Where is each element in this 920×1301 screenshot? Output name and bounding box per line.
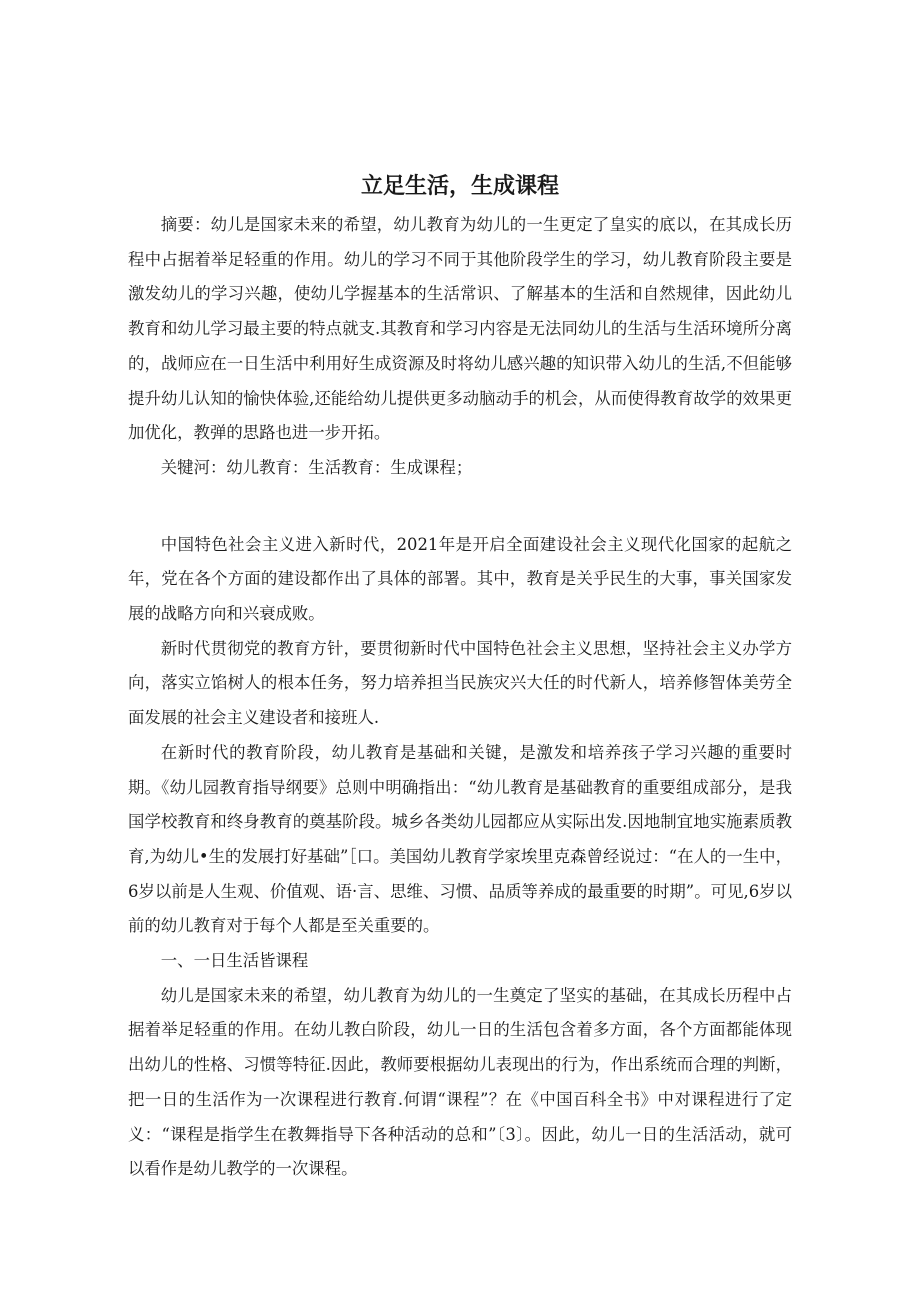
body-paragraph: 幼儿是国家未来的希望，幼儿教育为幼儿的一生奠定了坚实的基础，在其成长历程中占据着举足轻重的作用。在幼儿教白阶段，幼儿一日的生活包含着多方面，各个方面都能体现出幼儿的性格、习惯等特征.因此，教师要根据幼儿表现出的行为，作出系统而合理的判断，把一日的生活作为一次课程进行教育.何谓“课程”？在《中国百科全书》中对课程进行了定义：“课程是指学生在教舞指导下各种活动的总和”〔3〕。因此，幼儿一日的生活活动，就可以看作是幼儿教学的一次课程。 <box>128 985 792 1179</box>
section-heading: 一、一日生活皆课程 <box>160 951 309 971</box>
body-paragraph: 在新时代的教育阶段，幼儿教育是基础和关键，是激发和培养孩子学习兴趣的重要时期。《幼儿园教育指导纲要》总则中明确指出：“幼儿教育是基础教育的重要组成部分，是我国学校教育和终身教育的奠基阶段。城乡各类幼儿园都应从实际出发.因地制宜地实施素质教育,为幼儿•生的发展打好基础”［口。美国幼儿教育学家埃里克森曾经说过：“在人的一生中，6岁以前是人生观、价值观、语·言、思维、习惯、品质等养成的最重要的时期”。可见,6岁以前的幼儿教育对于每个人都是至关重要的。 <box>128 742 792 936</box>
body-paragraph: 新时代贯彻党的教育方针，要贯彻新时代中国特色社会主义思想，坚持社会主义办学方向，落实立馅树人的根本任务，努力培养担当民族灾兴大任的时代新人，培养修智体美劳全面发展的社会主义建设者和接班人. <box>128 638 792 728</box>
body-paragraph: 中国特色社会主义进入新时代，2021年是开启全面建设社会主义现代化国家的起航之年，党在各个方面的建设都作出了具体的部署。其中，教育是关乎民生的大事，事关国家发展的战略方向和兴衰成败。 <box>128 534 792 624</box>
keywords-paragraph: 关犍河：幼儿教育：生活教育：生成课程； <box>160 457 473 477</box>
document-body <box>128 208 792 1187</box>
abstract-paragraph: 摘要：幼儿是国家未来的希望，幼儿教育为幼儿的一生更定了皇实的底以，在其成长历程中占据着举足轻重的作用。幼儿的学习不同于其他阶段学生的学习，幼儿教育阶段主要是激发幼儿的学习兴趣，使幼儿学握基本的生活常识、了解基本的生活和自然规律，因此幼儿教育和幼儿学习最主要的特点就支.其教育和学习内容是无法同幼儿的生活与生活环境所分离的，战师应在一日生活中利用好生成资源及时将幼儿感兴趣的知识带入幼儿的生活,不但能够提升幼儿认知的愉快体验,还能给幼儿提供更多动脑动手的机会，从而使得教育故学的效果更加优化，教弹的思路也进一步开拓。 <box>128 215 792 443</box>
document-title: 立足生活，生成课程 <box>360 174 559 199</box>
